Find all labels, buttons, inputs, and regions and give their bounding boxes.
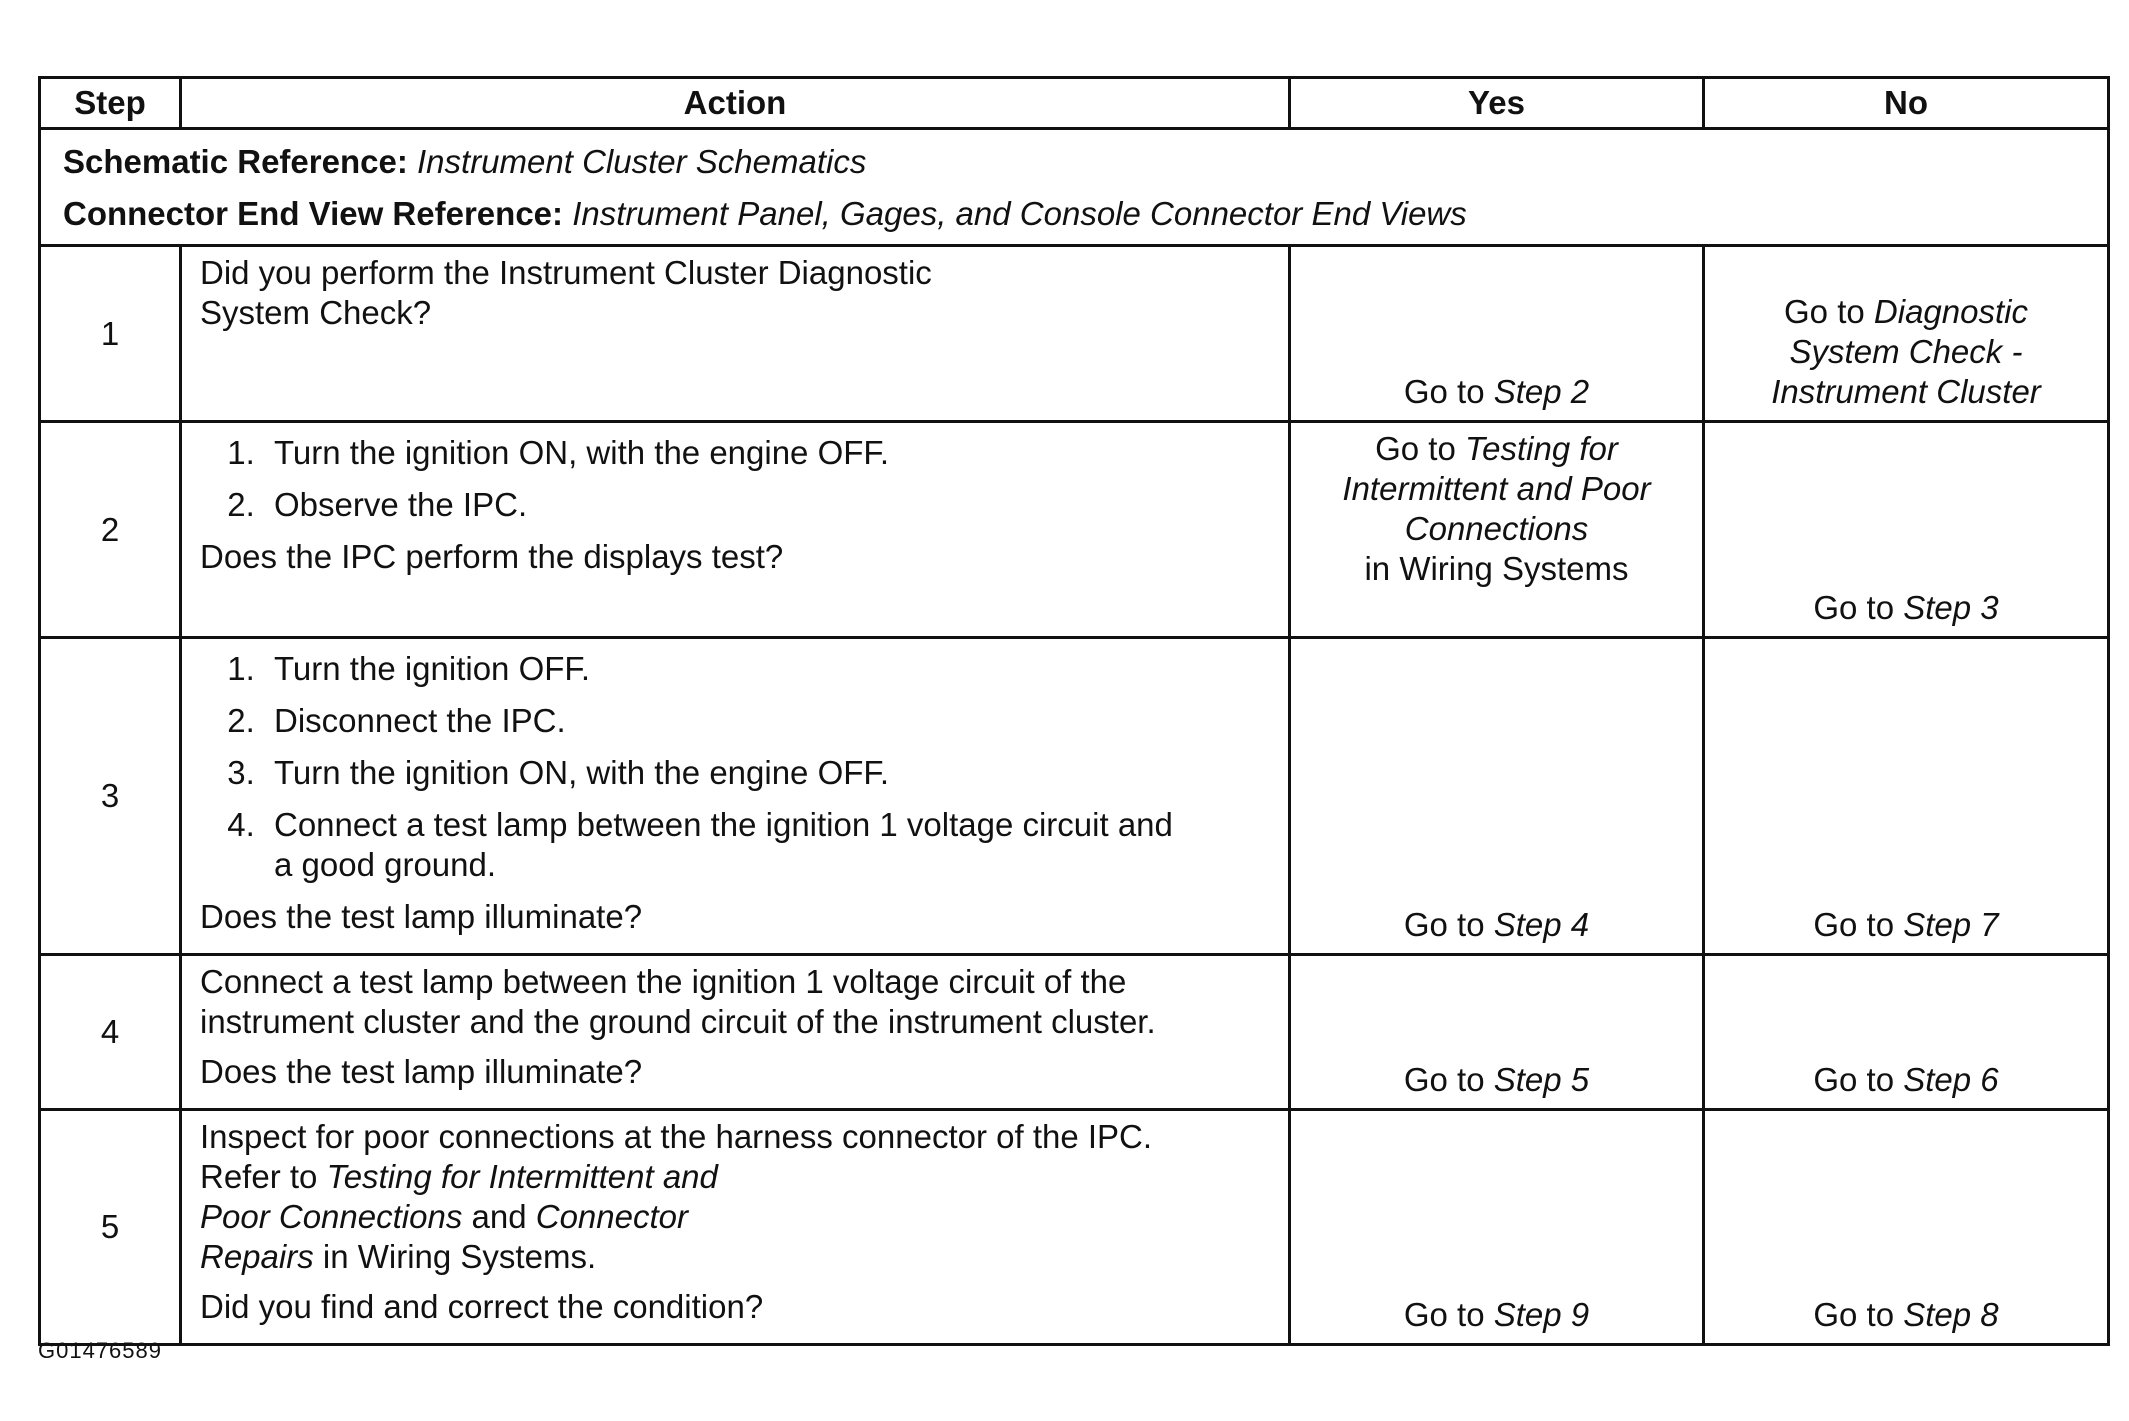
figure-id: G01476589 — [38, 1338, 162, 1363]
refer-prefix: Refer to — [200, 1158, 318, 1195]
list-item: 1. Turn the ignition ON, with the engine OFF. — [264, 433, 1270, 473]
yes-cell — [1290, 246, 1704, 422]
goto-prefix: Go to — [1403, 906, 1485, 943]
goto-link[interactable]: Step 2 — [1493, 373, 1590, 410]
goto-prefix: Go to — [1813, 589, 1895, 626]
step-number: 1 — [40, 246, 181, 422]
goto-link[interactable]: Step 9 — [1493, 1296, 1590, 1333]
goto-link[interactable]: Step 3 — [1903, 589, 1999, 626]
no-cell — [1704, 638, 2109, 955]
goto-prefix: Go to — [1813, 1296, 1895, 1333]
action-cell — [181, 1110, 1290, 1345]
no-cell — [1704, 1110, 2109, 1345]
list-item: 1. Turn the ignition OFF. — [264, 649, 1270, 689]
goto-suffix: in Wiring Systems — [1364, 550, 1629, 587]
goto-link[interactable]: Step 8 — [1903, 1296, 1999, 1333]
goto-link[interactable]: Diagnostic System Check - Instrument Cluster — [1771, 293, 2041, 410]
goto-link[interactable]: Step 5 — [1493, 1061, 1590, 1098]
header-row — [40, 78, 2109, 129]
refer-text — [200, 1157, 760, 1277]
yes-cell — [1290, 422, 1704, 638]
step-number: 5 — [40, 1110, 181, 1345]
table-row — [40, 955, 2109, 1110]
connector-reference-link[interactable]: Instrument Panel, Gages, and Console Connector End Views — [572, 195, 1467, 232]
table-row — [40, 422, 2109, 638]
step-number: 2 — [40, 422, 181, 638]
refer-and: and — [471, 1198, 527, 1235]
table-row — [40, 638, 2109, 955]
table-row — [40, 1110, 2109, 1345]
goto-link[interactable]: Step 7 — [1903, 906, 1999, 943]
goto-prefix: Go to — [1403, 1061, 1485, 1098]
refer-suffix: in Wiring Systems. — [322, 1238, 597, 1275]
goto-prefix: Go to — [1403, 373, 1485, 410]
reference-row — [40, 129, 2109, 246]
goto-prefix: Go to — [1813, 906, 1895, 943]
goto-prefix: Go to — [1403, 1296, 1485, 1333]
schematic-reference-label: Schematic Reference: — [63, 143, 408, 180]
goto-prefix: Go to — [1813, 1061, 1895, 1098]
diagnostic-table — [38, 76, 2110, 1346]
action-text: Did you perform the Instrument Cluster Diagnostic System Check? — [200, 254, 932, 331]
goto-link[interactable]: Step 4 — [1493, 906, 1590, 943]
schematic-reference — [63, 136, 2085, 188]
no-cell — [1704, 955, 2109, 1110]
action-cell — [181, 638, 1290, 955]
action-cell — [181, 955, 1290, 1110]
goto-link[interactable]: Testing for Intermittent and Poor Connections — [1342, 430, 1651, 547]
yes-cell — [1290, 1110, 1704, 1345]
step-number: 4 — [40, 955, 181, 1110]
header-step: Step — [40, 78, 181, 129]
header-yes: Yes — [1290, 78, 1704, 129]
refer-link-testing[interactable]: Testing for Intermittent and Poor Connections — [200, 1158, 718, 1235]
list-item: 2. Observe the IPC. — [264, 485, 1270, 525]
connector-reference — [63, 188, 2085, 240]
action-steps-list — [200, 433, 1270, 525]
goto-prefix: Go to — [1784, 293, 1865, 330]
goto-link[interactable]: Step 6 — [1903, 1061, 1999, 1098]
action-cell — [181, 422, 1290, 638]
action-text: Connect a test lamp between the ignition 1 voltage circuit of the instrument cluster and the ground circuit of the instrument cluster. — [200, 963, 1156, 1040]
action-steps-list — [200, 649, 1270, 885]
yes-cell — [1290, 638, 1704, 955]
step-number: 3 — [40, 638, 181, 955]
action-question: Does the IPC perform the displays test? — [200, 538, 784, 575]
schematic-reference-link[interactable]: Instrument Cluster Schematics — [417, 143, 867, 180]
refer-link-repairs[interactable]: Connector Repairs — [200, 1198, 688, 1275]
no-cell — [1704, 246, 2109, 422]
action-question: Does the test lamp illuminate? — [200, 1053, 643, 1090]
action-text: Inspect for poor connections at the harness connector of the IPC. — [200, 1118, 1153, 1155]
reference-cell — [40, 129, 2109, 246]
header-action: Action — [181, 78, 1290, 129]
connector-reference-label: Connector End View Reference: — [63, 195, 564, 232]
action-question: Did you find and correct the condition? — [200, 1288, 764, 1325]
no-cell — [1704, 422, 2109, 638]
list-item: 4. Connect a test lamp between the ignition 1 voltage circuit and a good ground. — [264, 805, 1174, 885]
header-no: No — [1704, 78, 2109, 129]
action-cell — [181, 246, 1290, 422]
table-row — [40, 246, 2109, 422]
list-item: 3. Turn the ignition ON, with the engine OFF. — [264, 753, 1270, 793]
list-item: 2. Disconnect the IPC. — [264, 701, 1270, 741]
goto-prefix: Go to — [1375, 430, 1456, 467]
yes-cell — [1290, 955, 1704, 1110]
action-question: Does the test lamp illuminate? — [200, 898, 643, 935]
